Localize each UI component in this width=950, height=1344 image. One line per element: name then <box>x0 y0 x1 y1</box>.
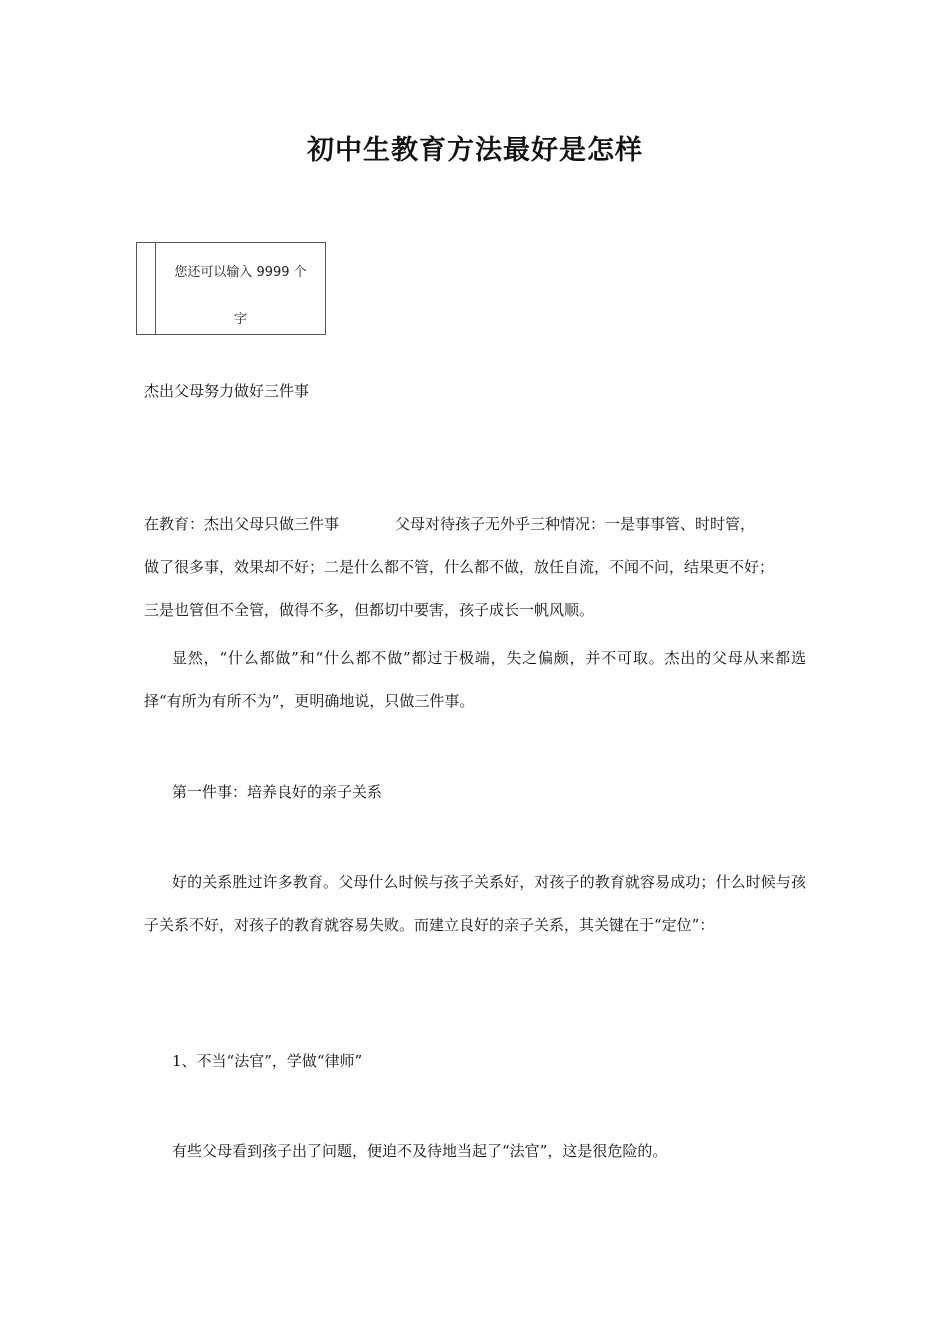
paragraph-judge-danger: 有些父母看到孩子出了问题，便迫不及待地当起了“法官”，这是很危险的。 <box>172 1142 668 1160</box>
intro-line-1 <box>144 503 806 546</box>
subtitle: 杰出父母努力做好三件事 <box>144 382 310 400</box>
intro-paragraph <box>144 503 806 632</box>
word-counter-text <box>156 249 325 343</box>
paragraph-relationship: 好的关系胜过许多教育。父母什么时候与孩子关系好，对孩子的教育就容易成功；什么时候与孩子关系不好，对孩子的教育就容易失败。而建立良好的亲子关系，其关键在于“定位”： <box>144 873 806 934</box>
counter-line-1: 您还可以输入 9999 个 <box>174 265 307 280</box>
intro-line-2: 做了很多事，效果却不好；二是什么都不管，什么都不做，放任自流，不闻不问，结果更不好； <box>144 558 775 576</box>
word-counter-box[interactable] <box>136 242 326 335</box>
intro-line-3: 三是也管但不全管，做得不多，但都切中要害，孩子成长一帆风顺。 <box>144 601 595 619</box>
counter-line-2: 字 <box>233 312 247 327</box>
intro-line-1-rest: 父母对待孩子无外乎三种情况：一是事事管、时时管， <box>395 515 756 533</box>
document-title: 初中生教育方法最好是怎样 <box>307 135 643 166</box>
paragraph-extremes: 显然，“什么都做”和“什么都不做”都过于极端，失之偏颇，并不可取。杰出的父母从来都选择“有所为有所不为”，更明确地说，只做三件事。 <box>144 649 806 710</box>
section-heading-first-thing: 第一件事：培养良好的亲子关系 <box>172 783 383 801</box>
intro-lead: 在教育：杰出父母只做三件事 <box>144 515 340 533</box>
subheading-lawyer-not-judge: 1、不当“法官”，学做“律师” <box>172 1052 363 1070</box>
